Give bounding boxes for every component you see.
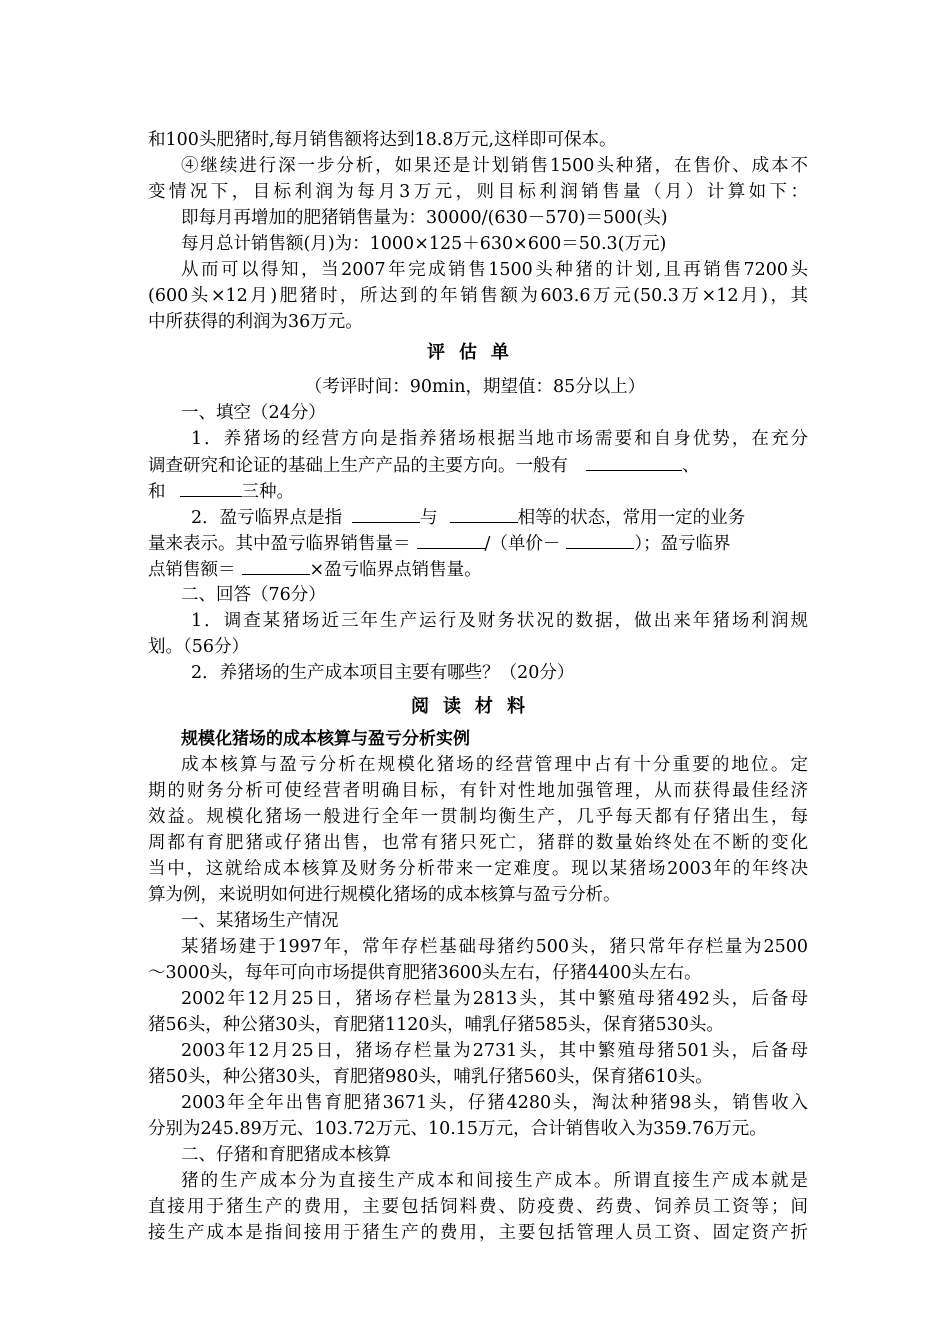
paragraph-line: 周都有育肥猪或仔猪出售，也常有猪只死亡，猪群的数量始终处在不断的变化 xyxy=(148,833,808,853)
fill-blank xyxy=(450,504,518,523)
article-title: 规模化猪场的成本核算与盈亏分析实例 xyxy=(181,729,470,749)
text-line: 即每月再增加的肥猪销售量为：30000/(630－570)＝500(头) xyxy=(181,208,668,228)
fill-blank xyxy=(352,504,420,523)
text-line: ④继续进行深一步分析，如果还是计划销售1500头种猪，在售价、成本不 xyxy=(181,156,808,176)
question-text: ）；盈亏临界 xyxy=(634,534,731,554)
question-line: 1．调查某猪场近三年生产运行及财务状况的数据，做出来年猪场利润规 xyxy=(191,611,808,631)
question-text: 与 xyxy=(420,508,438,528)
paragraph-line: 某猪场建于1997年，常年存栏基础母猪约500头，猪只常年存栏量为2500 xyxy=(181,937,808,957)
fill-blank xyxy=(242,556,310,575)
section-heading-answer: 二、回答（76分） xyxy=(181,585,326,605)
paragraph-line: 成本核算与盈亏分析在规模化猪场的经营管理中占有十分重要的地位。定 xyxy=(181,755,808,775)
section-title-evaluation: 评估单 xyxy=(427,342,523,363)
section-title-reading: 阅读材料 xyxy=(411,696,539,717)
paragraph-line: 猪50头，种公猪30头，育肥猪980头，哺乳仔猪560头，保育猪610头。 xyxy=(148,1067,713,1087)
question-line xyxy=(148,452,808,478)
subsection-heading: 一、某猪场生产情况 xyxy=(181,911,339,931)
text-line: (600头×12月)肥猪时，所达到的年销售额为603.6万元(50.3万×12月)，其 xyxy=(148,286,808,306)
text-line: 每月总计销售额(月)为：1000×125＋630×600＝50.3(万元) xyxy=(181,234,667,254)
fill-blank xyxy=(566,530,634,549)
question-line xyxy=(191,504,808,530)
fill-blank xyxy=(180,478,242,497)
section-heading-fill: 一、填空（24分） xyxy=(181,403,326,423)
question-text: 和 xyxy=(148,482,166,502)
question-line: 2．养猪场的生产成本项目主要有哪些？（20分） xyxy=(191,663,575,683)
question-text: /（单价－ xyxy=(484,534,561,554)
evaluation-subtitle: （考评时间：90min，期望值：85分以上） xyxy=(304,377,646,397)
fill-blank xyxy=(417,530,485,549)
question-line xyxy=(148,478,808,504)
question-text: 三种。 xyxy=(241,482,294,502)
question-text: 点销售额＝ xyxy=(148,560,236,580)
text-line: 变情况下，目标利润为每月3万元，则目标利润销售量（月）计算如下： xyxy=(148,182,808,202)
paragraph-line: 猪的生产成本分为直接生产成本和间接生产成本。所谓直接生产成本就是 xyxy=(181,1171,808,1191)
paragraph-line: 当中，这就给成本核算及财务分析带来一定难度。现以某猪场2003年的年终决 xyxy=(148,859,808,879)
paragraph-line: 接生产成本是指间接用于猪生产的费用，主要包括管理人员工资、固定资产折 xyxy=(148,1223,808,1243)
paragraph-line: 分别为245.89万元、103.72万元、10.15万元，合计销售收入为359.76万元。 xyxy=(148,1119,767,1139)
paragraph-line: 猪56头，种公猪30头，育肥猪1120头，哺乳仔猪585头，保育猪530头。 xyxy=(148,1015,724,1035)
text-line: 中所获得的利润为36万元。 xyxy=(148,312,363,332)
question-text: ×盈亏临界点销售量。 xyxy=(309,560,482,580)
text-line: 从而可以得知，当2007年完成销售1500头种猪的计划,且再销售7200头 xyxy=(181,260,808,280)
fill-blank xyxy=(586,452,682,471)
paragraph-line: 2003年全年出售育肥猪3671头，仔猪4280头，淘汰种猪98头，销售收入 xyxy=(181,1093,808,1113)
paragraph-line: 期的财务分析可使经营者明确目标，有针对性地加强管理，从而获得最佳经济 xyxy=(148,781,808,801)
question-text: 量来表示。其中盈亏临界销售量＝ xyxy=(148,534,411,554)
text-line: 和100头肥猪时,每月销售额将达到18.8万元,这样即可保本。 xyxy=(148,130,617,150)
question-line: 1．养猪场的经营方向是指养猪场根据当地市场需要和自身优势，在充分 xyxy=(191,429,808,449)
question-line xyxy=(148,530,808,556)
subsection-heading: 二、仔猪和育肥猪成本核算 xyxy=(181,1145,391,1165)
paragraph-line: 2003年12月25日，猪场存栏量为2731头，其中繁殖母猪501头，后备母 xyxy=(181,1041,808,1061)
question-text: 、 xyxy=(682,456,700,476)
paragraph-line: ～3000头，每年可向市场提供育肥猪3600头左右，仔猪4400头左右。 xyxy=(148,963,702,983)
question-text: 调查研究和论证的基础上生产产品的主要方向。一般有 xyxy=(148,456,568,476)
question-text: 相等的状态，常用一定的业务 xyxy=(517,508,746,528)
paragraph-line: 2002年12月25日，猪场存栏量为2813头，其中繁殖母猪492头，后备母 xyxy=(181,989,808,1009)
question-line: 划。（56分） xyxy=(148,637,250,657)
question-line xyxy=(148,556,808,582)
paragraph-line: 直接用于猪生产的费用，主要包括饲料费、防疫费、药费、饲养员工资等；间 xyxy=(148,1197,808,1217)
question-text: 2．盈亏临界点是指 xyxy=(191,508,343,528)
paragraph-line: 效益。规模化猪场一般进行全年一贯制均衡生产，几乎每天都有仔猪出生，每 xyxy=(148,807,808,827)
paragraph-line: 算为例，来说明如何进行规模化猪场的成本核算与盈亏分析。 xyxy=(148,885,621,905)
